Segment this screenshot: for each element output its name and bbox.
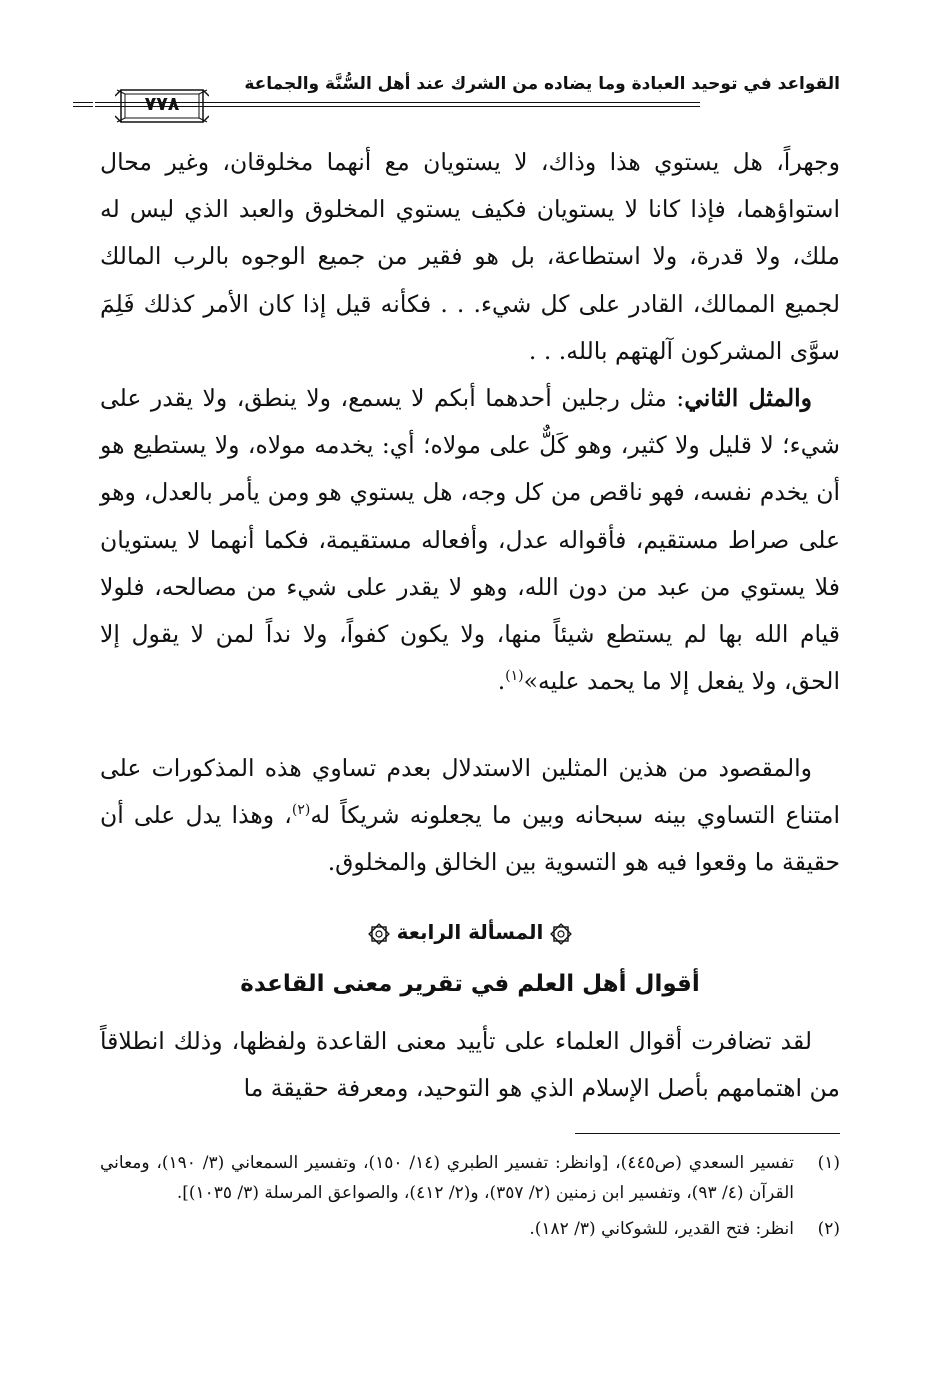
running-header <box>95 66 840 128</box>
ornament-icon <box>367 922 391 946</box>
paragraph-4: لقد تضافرت أقوال العلماء على تأييد معنى القاعدة ولفظها، وذلك انطلاقاً من اهتمامهم بأصل الإسلام الذي هو التوحيد، ومعرفة حقيقة ما <box>100 1027 840 1103</box>
section-subheading: أقوال أهل العلم في تقرير معنى القاعدة <box>240 971 700 997</box>
footnote-2-text: انظر: فتح القدير، للشوكاني (٣/ ١٨٢). <box>529 1219 794 1239</box>
paragraph-3 <box>100 745 840 887</box>
paragraph-3-text-a: والمقصود من هذين المثلين الاستدلال بعدم تساوي هذه المذكورات على امتناع التساوي بينه سبحانه وبين ما يجعلونه شريكاً له <box>100 754 841 830</box>
footnote-2-number: (٢) <box>817 1219 840 1239</box>
footnotes <box>100 1148 840 1250</box>
footnote-1-text: تفسير السعدي (ص٤٤٥)، [وانظر: تفسير الطبري (١٤/ ١٥٠)، وتفسير السمعاني (٣/ ١٩٠)، ومعاني القرآن (٤/ ٩٣)، وتفسير ابن زمنين (٢/ ٣٥٧)، و(٢/ ٤١٢)، والصواعق المرسلة (٣/ ١٠٣٥)]. <box>100 1153 795 1203</box>
header-title: القواعد في توحيد العبادة وما يضاده من الشرك عند أهل السُّنَّة والجماعة <box>244 74 840 94</box>
footnote-ref-1: (١) <box>505 668 524 685</box>
ornament-icon <box>549 922 573 946</box>
main-text-bottom <box>100 1018 840 1112</box>
page-number: ٧٧٨ <box>144 93 180 115</box>
paragraph-1: وجهراً، هل يستوي هذا وذاك، لا يستويان مع أنهما مخلوقان، وغير محال استواؤهما، فإذا كانا لا يستويان فكيف يستوي المخلوق والعبد الذي ليس له ملك، ولا قدرة، ولا استطاعة، بل هو فقير من جميع الوجوه بالرب المالك لجميع الممالك، القادر على كل شيء. . . فكأنه قيل إذا كان الأمر كذلك فَلِمَ سوَّى المشركون آلهتهم بالله. . . <box>100 148 840 365</box>
footnote-2 <box>100 1214 840 1244</box>
section-heading <box>100 912 840 952</box>
page-number-frame-icon <box>115 88 209 124</box>
footnote-separator <box>575 1133 840 1134</box>
main-text-middle <box>100 745 840 887</box>
paragraph-2-end: . <box>497 667 506 696</box>
paragraph-2-lead: والمثل الثاني <box>684 384 812 413</box>
footnote-1-number: (١) <box>817 1153 840 1173</box>
footnote-ref-2: (٢) <box>291 802 311 819</box>
paragraph-2 <box>100 375 840 705</box>
paragraph-3-text-b: ، وهذا يدل على أن حقيقة ما وقعوا فيه هو التسوية بين الخالق والمخلوق. <box>100 801 840 877</box>
footnote-1 <box>100 1148 840 1208</box>
header-rule-left <box>73 102 93 107</box>
section-heading-text: المسألة الرابعة <box>396 920 544 944</box>
main-text-top <box>100 139 840 705</box>
paragraph-2-text: : مثل رجلين أحدهما أبكم لا يسمع، ولا ينطق، ولا يقدر على شيء؛ لا قليل ولا كثير، وهو كَلٌّ على مولاه؛ أي: يخدمه مولاه، ولا يستطيع هو أن يخدم نفسه، فهو ناقص من كل وجه، هل يستوي هو ومن يأمر بالعدل، وهو على صراط مستقيم، فأقواله عدل، وأفعاله مستقيمة، فكما أنهما لا يستويان فلا يستوي من عبد من دون الله، وهو لا يقدر على شيء من مصالحه، فلولا قيام الله بها لم يستطع شيئاً منها، ولا يكون كفواً، ولا نداً لمن لا يقول إلا الحق، ولا يفعل إلا ما يحمد عليه» <box>100 384 840 696</box>
